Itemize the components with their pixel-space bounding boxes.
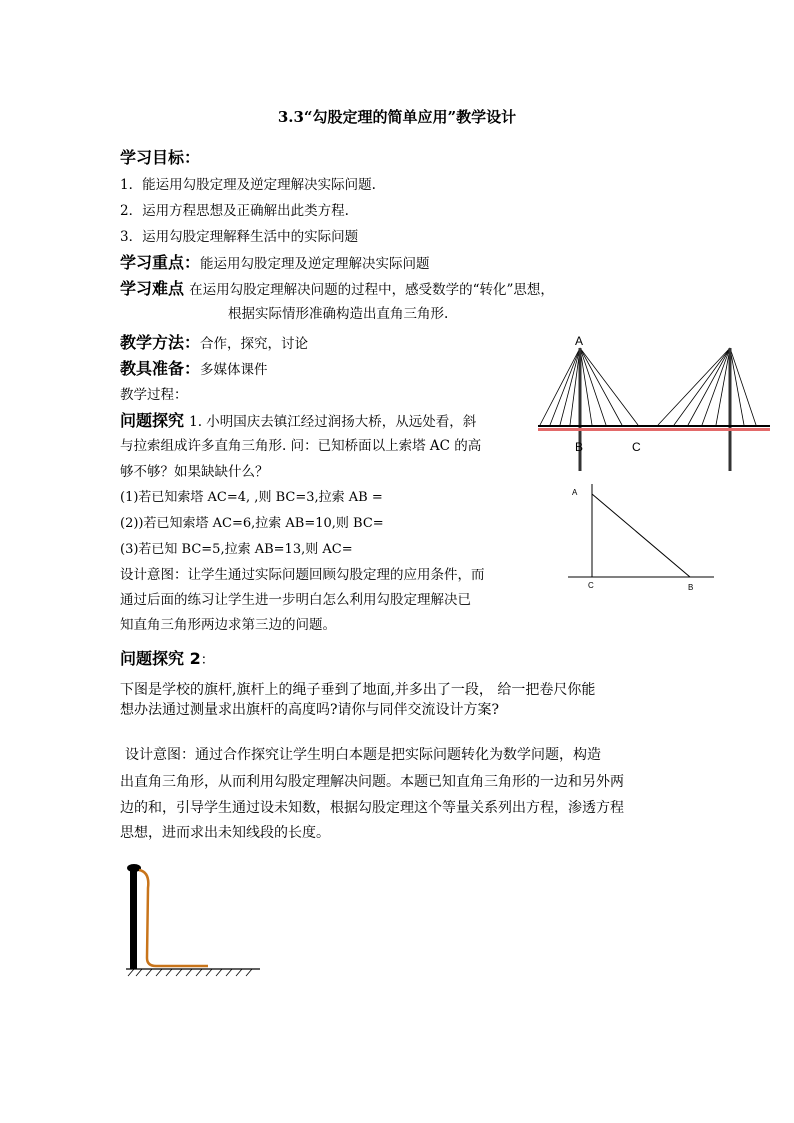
problem1-line2: 与拉索组成许多直角三角形. 问：已知桥面以上索塔 AC 的高 (120, 438, 482, 454)
tools-label: 教具准备： (120, 359, 201, 378)
triangle-label-c: C (588, 581, 594, 590)
bridge-deck (538, 428, 770, 431)
key-point-label: 学习重点： (120, 253, 201, 272)
problem2-intent3: 边的和，引导学生通过设未知数，根据勾股定理这个等量关系列出方程，渗透方程 (120, 800, 624, 816)
triangle-label-a: A (572, 488, 578, 497)
problem1-intent2: 通过后面的练习让学生进一步明白怎么利用勾股定理解决已 (120, 592, 471, 608)
bridge-diagram (538, 333, 770, 475)
problem1-intent3: 知直角三角形两边求第三边的问题。 (120, 617, 336, 633)
ground-hatching (128, 969, 252, 976)
objectives-heading: 学习目标： (120, 148, 201, 167)
flagpole (130, 870, 137, 969)
triangle-label-b: B (688, 583, 694, 592)
right-triangle-diagram (568, 480, 716, 595)
difficulty-line1: 在运用勾股定理解决问题的过程中，感受数学的“转化”思想， (189, 282, 554, 298)
tools-text: 多媒体课件 (200, 362, 268, 378)
bridge-deck-line (538, 425, 770, 427)
problem1-q1: (1)若已知索塔 AC=4, ,则 BC=3,拉索 AB = (120, 490, 383, 505)
problem2-line1: 下图是学校的旗杆,旗杆上的绳子垂到了地面,并多出了一段， 给一把卷尺你能 (120, 682, 596, 698)
problem1-intent1: 设计意图：让学生通过实际问题回顾勾股定理的应用条件，而 (120, 567, 485, 583)
problem1-q3: (3)若已知 BC=5,拉索 AB=13,则 AC= (120, 542, 353, 557)
rope (139, 870, 208, 966)
problem2-intent4: 思想，进而求出未知线段的长度。 (120, 825, 330, 841)
bridge-label-b: B (575, 440, 584, 454)
problem2-label: 问题探究 2 (120, 649, 201, 668)
difficulty (120, 276, 554, 299)
method-text: 合作，探究，讨论 (200, 336, 309, 352)
difficulty-label: 学习难点 (120, 279, 185, 298)
problem1-line1 (120, 408, 476, 431)
problem1-q2: (2))若已知索塔 AC=6,拉索 AB=10,则 BC= (120, 516, 384, 531)
bridge-label-c: C (632, 440, 641, 454)
objective-item: 1．能运用勾股定理及逆定理解决实际问题. (120, 177, 376, 193)
problem2-heading (120, 646, 214, 669)
process-label: 教学过程： (120, 387, 188, 403)
flagpole-diagram (120, 858, 270, 978)
key-point (120, 250, 430, 273)
objective-item: 2．运用方程思想及正确解出此类方程. (120, 203, 349, 219)
problem2-intent2: 出直角三角形，从而利用勾股定理解决问题。本题已知直角三角形的一边和另外两 (120, 774, 624, 790)
problem1-text1: 1. 小明国庆去镇江经过润扬大桥，从远处看，斜 (189, 414, 477, 430)
method (120, 330, 308, 353)
key-point-text: 能运用勾股定理及逆定理解决实际问题 (200, 256, 430, 272)
objective-item: 3．运用勾股定理解释生活中的实际问题 (120, 229, 359, 245)
bridge-label-a: A (575, 334, 584, 348)
problem2-colon: ： (200, 652, 215, 668)
problem2-line2: 想办法通过测量求出旗杆的高度吗?请你与同伴交流设计方案? (120, 702, 500, 718)
method-label: 教学方法： (120, 333, 201, 352)
problem1-line3: 够不够？如果缺缺什么？ (120, 464, 269, 480)
problem1-label: 问题探究 (120, 411, 185, 430)
difficulty-line2: 根据实际情形准确构造出直角三角形. (228, 306, 449, 322)
problem2-intent1: 设计意图：通过合作探究让学生明白本题是把实际问题转化为数学问题，构造 (125, 747, 601, 763)
tools (120, 356, 268, 379)
page-title: 3.3“勾股定理的简单应用”教学设计 (277, 108, 517, 126)
